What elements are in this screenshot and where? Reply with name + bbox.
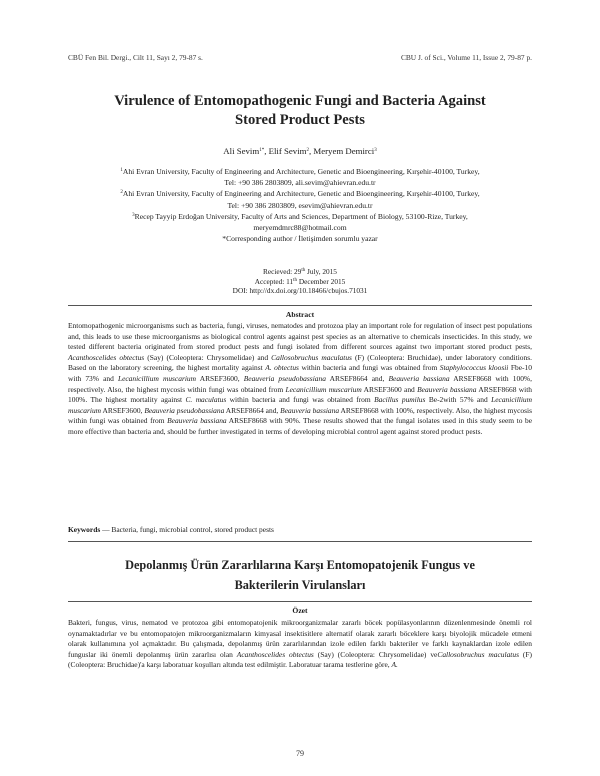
doi: DOI: http://dx.doi.org/10.18466/cbujos.71031 xyxy=(232,286,368,296)
affiliation-3: $^3$Recep Tayyip Erdoğan University, Faculty of Arts and Sciences, Department of Biology, 53100-Rize, Turkey, meryemdmrc88@hotmail.com xyxy=(132,211,468,233)
ozet-top-rule xyxy=(68,601,532,602)
author-list xyxy=(0,146,600,156)
keywords-list: — Bacteria, fungi, microbial control, stored product pests xyxy=(100,525,274,534)
author-2: Elif Sevim$^2$, xyxy=(268,146,314,156)
abstract-heading: Abstract xyxy=(285,310,315,319)
ozet-heading: Özet xyxy=(292,606,308,615)
affiliation-1: $^1$Ahi Evran University, Faculty of Engineering and Architecture, Genetic and Bioengineering, Kırşehir-40100, Turkey, Tel: +90 386 2803809, ali.sevim@ahievran.edu.tr xyxy=(120,167,480,188)
abstract-top-rule xyxy=(68,305,532,306)
turkish-title-line-2: Bakterilerin Virulansları xyxy=(234,578,366,592)
running-header-left: CBÜ Fen Bil. Dergi., Cilt 11, Sayı 2, 79-87 s. xyxy=(68,53,203,62)
turkish-title-line-1: Depolanmış Ürün Zararlılarına Karşı Entomopatojenik Fungus ve xyxy=(125,558,475,572)
article-dates xyxy=(0,267,600,296)
abstract-body: Entomopathogenic microorganisms such as bacteria, fungi, viruses, nematodes and protozoa play an important role for regulation of insect pest populations and, this leads to use these microorganisms as biological control agents against pest species as an alternative to chemicals insecticides. In this study, we tested different bacteria originated from stored product pests and fungi isolated from different sources against two important stored product pests, Acanthoscelides obtectus (Say) (Coleoptera: Chrysomelidae) and Callosobruchus maculatus (F) (Coleoptera: Bruchidae), under laboratory conditions. Based on the laboratory screening, the highest mortality against A. obtectus within bacteria and fungi was obtained from Staphylococcus kloosii Fbe-10 with 73% and Lecanicillium muscarium ARSEF3600, Beauveria pseudobassiana ARSEF8664 and, Beauveria bassiana ARSEF8668 with 100%, respectively. Also, the highest mycosis within fungi was obtained from Lecanicillium muscarium ARSEF3600 and Beauveria bassiana ARSEF8668 with 100%. The highest mortality against C. maculatus within bacteria and fungi was obtained from Bacillus pumilus Be-2with 57% and Lecanicillium muscarium ARSEF3600, Beauveria pseudobassiana ARSEF8664 and, Beauveria bassiana ARSEF8668 with 100%, respectively. Also, the highest mycosis within fungi was obtained from Beauveria bassiana ARSEF8668 with 90%. These results showed that the fungal isolates used in this study seem to be more effective than bacteria and, should be further investigated in terms of developing microbial control agent against stored product pests. xyxy=(68,321,532,436)
affiliation-2: $^2$Ahi Evran University, Faculty of Engineering and Architecture, Genetic and Bioengineering, Kırşehir-40100, Turkey, Tel: +90 386 2803809, esevim@ahievran.edu.tr xyxy=(120,189,480,210)
turkish-title xyxy=(80,555,520,595)
running-header-right: CBU J. of Sci., Volume 11, Issue 2, 79-87 p. xyxy=(400,53,532,62)
abstract-bottom-rule xyxy=(68,541,532,542)
title-line-1: Virulence of Entomopathogenic Fungi and Bacteria Against xyxy=(114,93,486,109)
article-title xyxy=(60,92,540,129)
affiliations xyxy=(66,166,534,244)
ozet-body: Bakteri, fungus, virus, nematod ve protozoa gibi entomopatojenik mikroorganizmalar zararlı böcek popülasyonlarının düzenlenmesinde önemli rol oynamaktadırlar ve bu entomopatojen mikroorganizmaların kimyasal insektisitlere alternatif olarak zararlı böceklere karşı biyolojik mücadele etmeni olarak kullanımına yol açmaktadır. Bu çalışmada, depolanmış ürün zararlılarından izole edilen farklı bakteriler ve farklı kaynaklardan izole edilen funguslar iki önemli depolanmış ürün zararlısı olan Acanthoscelides obtectus (Say) (Coleoptera: Chrysomelidae) veCallosobruchus maculatus (F) (Coleoptera: Bruchidae)'a karşı laboratuar koşulları altında test edilmiştir. Laboratuar tarama testlerine göre, A. xyxy=(68,618,533,670)
page-number: 79 xyxy=(296,749,304,758)
keywords xyxy=(68,525,532,534)
keywords-label: Keywords xyxy=(68,525,101,534)
received-date: Recieved: 29th July, 2015 xyxy=(263,267,337,276)
author-1: Ali Sevim$^{1*}$, xyxy=(223,146,269,156)
corresponding-author-note: *Corresponding author / İletişimden sorumlu yazar xyxy=(222,234,378,244)
author-3: Meryem Demirci$^3$ xyxy=(313,146,377,156)
accepted-date: Accepted: 11th December 2015 xyxy=(254,276,346,286)
title-line-2: Stored Product Pests xyxy=(235,111,365,128)
